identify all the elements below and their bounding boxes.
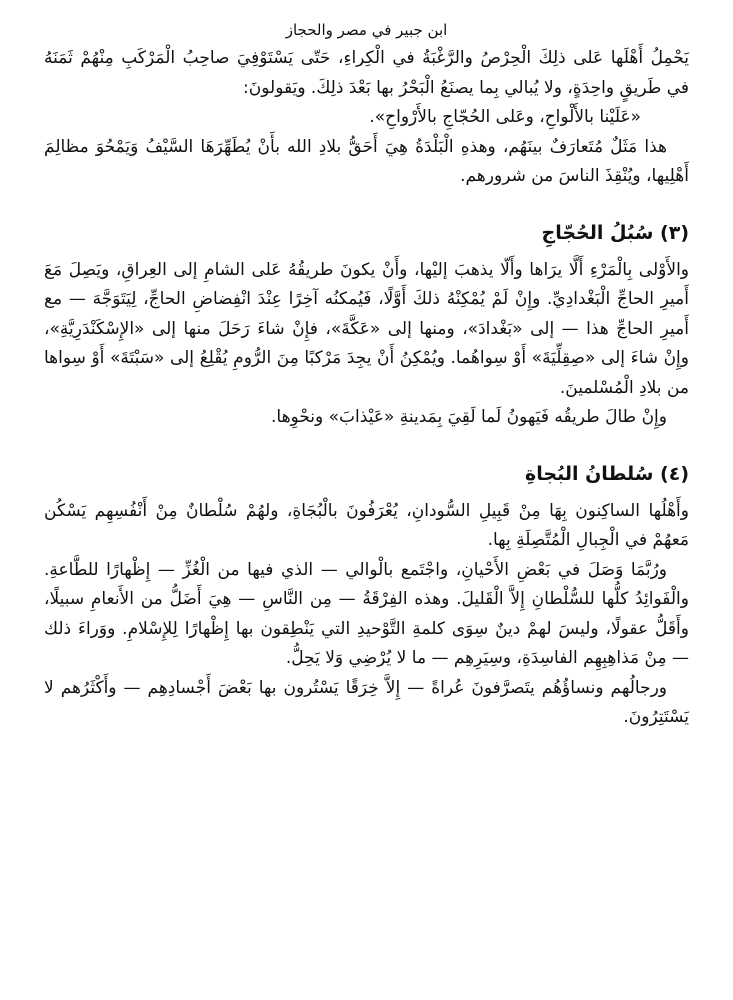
intro-paragraph-2: هذا مَثَلٌ مُتَعارَفٌ بينَهُم، وهذهِ الْبَلْدَةُ هِيَ أَحَقُّ بلادِ الله بأَنْ يُطَهِّرَهَا السَّيْفُ وَيَمْحُوَ مظالِمَ أَهْلِيها، ويُنْقِذَ الناسَ من شرورهم.	[44, 136, 689, 186]
section-spacer	[44, 248, 689, 256]
section3-paragraph-2: وإِنْ طالَ طريقُه فَيَهونُ لَما لَقِيَ بِمَدينةِ «عَيْذابَ» ونحْوِها.	[271, 407, 667, 427]
section-spacer	[44, 489, 689, 497]
section-spacer	[44, 433, 689, 459]
section4-paragraph-1: وأَهْلُها الساكِنون بِهَا مِنْ قَبِيلِ السُّودانِ، يُعْرَفُونَ بالْبُجَاةِ، ولهُمْ سُلْطانٌ مِنْ أَنْفُسِهِم يَسْكُن مَعهُمْ في الْجِبالِ الْمُتَّصِلَةِ بِها.	[44, 500, 689, 550]
intro-paragraph-1: يَحْمِلُ أَهْلَها عَلى ذلِكَ الْحِرْصُ والرَّغْبَةُ في الْكِراءِ، حَتّى يَسْتَوْفِيَ صاحِبُ الْمَرْكَبِ مِنْهُمْ ثَمَنَهُ في طَريقٍ واحِدَةٍ، ولا يُبالي بِما يصنَعُ الْبَحْرُ بها بَعْدَ ذلِكَ. ويَقولونَ:	[44, 48, 689, 98]
section4-paragraph-2: ورُبَّمَا وَصَلَ في بَعْضِ الأَحْيانِ، واجْتَمع بالْوالي — الذي فيها من الْغُزِّ — إِظْهارًا للطَّاعةِ. والْفَوائِدُ كلُّها للسُّلْطانِ إِلاَّ الْقَليلَ. وهذه الفِرْقَةُ — مِن النَّاسِ — هِيَ أَضَلُّ من الأَنعامِ سبيلًا، وأَقَلُّ عقولًا، وليسَ لهمْ دينٌ سِوَى كلمةِ التَّوْحيدِ التي يَنْطِقون بها إِظْهارًا لِلإِسْلامِ. ووَراءَ ذلك — مِنْ مَذاهِبِهِم الفاسِدَةِ، وسِيَرِهِم — ما لا يُرْضِي وَلا يَحِلُّ.	[44, 559, 689, 668]
section-heading-3: (٣) سُبُلُ الحُجّاجِ	[541, 221, 689, 244]
section4-paragraph-3: ورجالُهم ونساؤُهُم يتَصرَّفونَ عُراةً — إِلاَّ خِرَقًا يَسْتُرون بها بَعْضَ أَجْسادِهِم — وأَكْثَرُهم لا يَسْتَتِرُونَ.	[44, 677, 689, 727]
section-heading-4: (٤) سُلطانُ البُجاةِ	[525, 462, 689, 485]
section3-paragraph-1: والأَوْلى بِالْمَرْءِ أَلَّا يرَاها وأَلّا يذهبَ إليْها، وأَنْ يكونَ طريقُهُ عَلى الشامِ إلى العِراقِ، ويَصِلَ مَعَ أَميرِ الحاجِّ الْبَغْدادِيِّ. وإِنْ لَمْ يُمْكِنْهُ ذلكَ أَوَّلًا، فَيُمكنُه آخِرًا عِنْدَ انْفِضاضِ الحاجِّ، لِيَتَوَجَّهَ — مع أَميرِ الحاجِّ هذا — إلى «بَغْدادَ»، ومنها إلى «عَكَّةَ»، فإِنْ شاءَ رَحَلَ منها إلى «الإِسْكَنْدَرِيَّةِ»، وإِنْ شاءَ إلى «صِقِلِّيَةَ» أَوْ سِواهُما. ويُمْكِنُ أَنْ يجِدَ مَرْكبًا مِنَ الرُّومِ يُقْلِعُ إلى «سَبْتَةَ» أَوْ سِواها من بلادِ الْمُسْلمينَ.	[44, 259, 689, 398]
running-head: ابن جبير في مصر والحجاز	[285, 21, 448, 39]
proverb-verse: «عَلَيْنا بالأَلْواحِ، وعَلى الحُجّاجِ بالأَرْواحِ».	[369, 107, 641, 127]
section-spacer	[44, 192, 689, 218]
